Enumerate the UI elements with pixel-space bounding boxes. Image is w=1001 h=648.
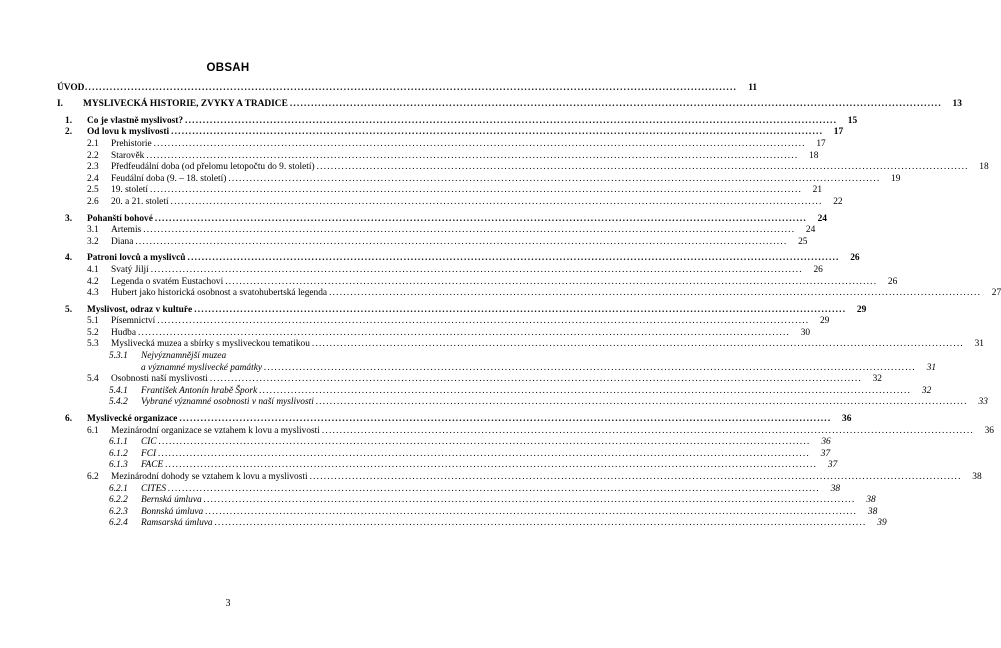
toc-entry-page: 30 [800, 327, 811, 338]
dot-leader [225, 277, 877, 288]
toc-entry-title: Myslivecké organizace [87, 414, 178, 425]
toc-entry-number: 3.2 [87, 236, 99, 247]
toc-entry-title: CITES [141, 483, 167, 494]
dot-leader [310, 472, 962, 483]
toc-entry[interactable] [57, 437, 831, 449]
toc-entry[interactable] [57, 225, 816, 237]
toc-entry[interactable] [57, 362, 937, 374]
toc-entry[interactable] [57, 162, 989, 174]
toc-entry-page: 13 [952, 99, 962, 110]
toc-entry-title: Osobnosti naší myslivosti [111, 374, 208, 385]
toc-entry-page: 18 [809, 150, 819, 161]
toc-entry-title: Mezinárodní organizace se vztahem k lovu a myslivosti [111, 425, 320, 436]
toc-entry-page: 21 [812, 185, 823, 196]
toc-entry-number: 6.2 [87, 472, 99, 482]
dot-leader [151, 265, 803, 276]
toc-entry-title: Ramsarská úmluva [141, 518, 213, 529]
toc-entry-page: 32 [872, 374, 882, 385]
dot-leader [143, 225, 795, 236]
toc-entry-title: Předfeudální doba (od přelomu letopočtu do 9. století) [111, 162, 315, 173]
toc-entry[interactable] [57, 173, 901, 185]
toc-entry[interactable] [57, 213, 827, 225]
toc-entry-number: 6.2.2 [109, 495, 128, 506]
toc-entry-title: Feudální doba (9. – 18. století) [111, 173, 227, 184]
dot-leader [165, 460, 817, 471]
toc-entry-page: 37 [820, 448, 831, 459]
toc-entry-page: 37 [827, 460, 838, 471]
toc-entry-title: 20. a 21. století [111, 196, 169, 207]
toc-entry-page: 27 [991, 288, 1001, 299]
dot-leader [138, 328, 790, 339]
toc-entry-number: 5.3.1 [109, 351, 128, 362]
toc-entry-page: 36 [984, 425, 994, 436]
toc-entry-page: 25 [798, 236, 808, 247]
toc-entry-number: 2.6 [87, 196, 99, 207]
toc-entry[interactable] [57, 397, 988, 409]
toc-entry-number: 6. [65, 414, 73, 425]
toc-entry-number: ÚVOD [57, 82, 85, 93]
toc-entry-page: 19 [891, 173, 901, 184]
toc-entry[interactable] [57, 185, 823, 197]
toc-entry-number: 5.4.1 [109, 385, 128, 396]
toc-entry[interactable] [57, 495, 876, 507]
toc-entry-title: Bernská úmluva [141, 495, 202, 506]
toc-entry-title: 19. století [111, 185, 148, 196]
toc-entry-title: Nejvýznamnější muzea [141, 351, 227, 362]
toc-entry-page: 22 [833, 196, 843, 207]
toc-entry[interactable] [57, 127, 844, 139]
toc-entry[interactable] [57, 483, 841, 495]
dot-leader [146, 151, 798, 162]
dot-leader [135, 237, 787, 248]
toc-entry-number: 4.3 [87, 288, 99, 299]
dot-leader [312, 339, 964, 350]
dot-leader [188, 253, 840, 264]
toc-entry[interactable] [57, 288, 1001, 300]
toc-entry[interactable] [57, 350, 387, 362]
dot-leader [168, 484, 820, 495]
toc-entry-number: 6.2.1 [109, 483, 128, 494]
toc-entry-page: 29 [819, 316, 830, 327]
toc-entry-title: Pohanští bohové [87, 213, 153, 224]
dot-leader [329, 288, 981, 299]
toc-entry[interactable] [57, 138, 826, 150]
toc-entry-page: 15 [847, 115, 858, 126]
toc-entry-title: Písemnictví [111, 316, 156, 327]
toc-entry-title: FCI [141, 448, 157, 459]
dot-leader [290, 99, 942, 110]
toc-entry[interactable] [57, 150, 819, 162]
toc-entry-page: 24 [817, 213, 827, 224]
toc-entry-title: CIC [141, 437, 157, 448]
dot-leader [154, 139, 806, 150]
toc-entry-page: 38 [867, 506, 878, 517]
toc-entry-page: 33 [978, 397, 988, 408]
toc-entry[interactable] [57, 518, 887, 530]
dot-leader [158, 449, 810, 460]
toc-entry[interactable] [57, 253, 860, 265]
dot-leader [317, 162, 969, 173]
table-of-contents [57, 82, 1001, 529]
toc-entry-number: 2.2 [87, 150, 99, 161]
toc-entry-title: Patroni lovců a myslivců [87, 253, 186, 264]
toc-entry-title: a významné myslivecké památky [141, 362, 263, 373]
toc-entry-title: Artemis [111, 225, 142, 236]
toc-entry[interactable] [57, 460, 838, 472]
toc-entry-title: Diana [111, 236, 134, 247]
toc-entry[interactable] [57, 339, 984, 351]
toc-entry[interactable] [57, 471, 982, 483]
toc-entry[interactable] [57, 448, 831, 460]
toc-entry-page: 31 [974, 339, 984, 350]
toc-entry-page: 24 [805, 225, 816, 236]
toc-entry-page: 29 [856, 304, 867, 315]
toc-entry-number: 4.1 [87, 264, 99, 275]
toc-entry-number: 2. [65, 127, 73, 138]
toc-entry-title: MYSLIVECKÁ HISTORIE, ZVYKY A TRADICE [83, 99, 288, 110]
toc-entry-page: 38 [866, 495, 876, 506]
toc-entry-number: 6.1.2 [109, 448, 128, 459]
dot-leader [171, 197, 823, 208]
toc-entry-number: 6.2.4 [109, 518, 128, 529]
toc-entry-title: Bonnská úmluva [141, 506, 204, 517]
dot-leader [264, 363, 916, 374]
toc-entry-title: Myslivost, odraz v kultuře [87, 304, 193, 315]
toc-entry-page: 26 [850, 253, 860, 264]
toc-entry-number: 6.2.3 [109, 506, 128, 517]
dot-leader [215, 518, 867, 529]
toc-entry-number: 1. [65, 115, 73, 126]
dot-leader [205, 507, 857, 518]
toc-entry-number: 5.1 [87, 316, 99, 327]
toc-entry[interactable] [57, 99, 962, 111]
dot-leader [159, 437, 811, 448]
toc-entry-page: 18 [979, 162, 989, 173]
toc-entry-number: 5.4.2 [109, 397, 128, 408]
toc-entry-page: 17 [833, 127, 844, 138]
toc-entry[interactable] [57, 385, 932, 397]
toc-entry-number: 5.3 [87, 339, 99, 350]
toc-entry-number: 4.2 [87, 276, 99, 287]
toc-entry-number: I. [57, 99, 63, 110]
toc-entry[interactable] [57, 196, 843, 208]
toc-entry-page: 26 [887, 276, 898, 287]
toc-entry[interactable] [57, 115, 858, 127]
toc-entry-number: 5. [65, 304, 73, 315]
toc-entry[interactable] [57, 276, 898, 288]
toc-entry-title: Legenda o svatém Eustachovi [111, 276, 224, 287]
toc-entry-number: 2.1 [87, 138, 99, 149]
toc-entry[interactable] [57, 374, 882, 386]
toc-entry-title: Myslivecká muzea a sbírky s mysliveckou tematikou [111, 339, 310, 350]
toc-entry-number: 4. [65, 253, 73, 264]
toc-entry-number: 5.4 [87, 374, 99, 385]
toc-entry-page: 39 [877, 518, 887, 529]
toc-entry-title: Svatý Jiljí [111, 264, 149, 275]
toc-entry-number: 3.1 [87, 225, 99, 236]
dot-leader [155, 214, 807, 225]
toc-entry-number: 2.5 [87, 185, 99, 196]
dot-leader [150, 185, 802, 196]
toc-entry-page: 38 [830, 483, 841, 494]
dot-leader [210, 374, 862, 385]
toc-entry-page: 36 [821, 437, 831, 448]
toc-entry-page: 38 [972, 472, 982, 482]
toc-entry-title: Starověk [111, 150, 145, 161]
page-number: 3 [225, 598, 231, 609]
dot-leader [185, 116, 837, 127]
toc-entry-title: Prehistorie [111, 138, 152, 149]
toc-entry[interactable] [57, 413, 852, 425]
toc-entry-page: 31 [926, 362, 937, 373]
dot-leader [204, 495, 856, 506]
toc-entry-number: 6.1 [87, 425, 99, 436]
toc-entry-number: 6.1.1 [109, 437, 128, 448]
toc-entry-title: FACE [141, 460, 164, 471]
toc-entry-title: Hudba [111, 327, 136, 338]
dot-leader [228, 174, 880, 185]
dot-leader [85, 83, 737, 94]
toc-entry-page: 17 [816, 138, 826, 149]
toc-entry[interactable] [57, 327, 811, 339]
toc-entry-page: 26 [813, 264, 823, 275]
dot-leader [157, 316, 809, 327]
toc-entry[interactable] [57, 264, 823, 276]
page-title: OBSAH [206, 62, 250, 74]
toc-entry-number: 6.1.3 [109, 460, 128, 471]
toc-entry-page: 11 [748, 82, 758, 93]
toc-entry-page: 36 [842, 414, 852, 425]
toc-entry-number: 2.3 [87, 162, 99, 173]
toc-entry-title: Hubert jako historická osobnost a svatohubertská legenda [111, 288, 328, 299]
toc-entry[interactable] [57, 82, 758, 94]
toc-entry-title: Vybrané významné osobnosti v naší myslivosti [141, 397, 314, 408]
toc-entry[interactable] [57, 425, 994, 437]
dot-leader [179, 414, 831, 425]
toc-entry-number: 2.4 [87, 173, 99, 184]
toc-entry-title: Co je vlastně myslivost? [87, 115, 184, 126]
dot-leader [194, 305, 846, 316]
toc-entry-title: Od lovu k myslivosti [87, 127, 170, 138]
toc-entry[interactable] [57, 506, 878, 518]
toc-entry-number: 3. [65, 213, 73, 224]
dot-leader [322, 426, 974, 437]
dot-leader [171, 127, 823, 138]
toc-entry-page: 32 [921, 385, 932, 396]
toc-entry-number: 5.2 [87, 327, 99, 338]
dot-leader [259, 386, 911, 397]
toc-entry[interactable] [57, 316, 830, 328]
toc-entry[interactable] [57, 236, 808, 248]
toc-entry-title: Mezinárodní dohody se vztahem k lovu a myslivosti [111, 472, 308, 482]
toc-entry[interactable] [57, 304, 867, 316]
toc-entry-title: František Antonín hrabě Špork [141, 385, 258, 396]
dot-leader [316, 397, 968, 408]
